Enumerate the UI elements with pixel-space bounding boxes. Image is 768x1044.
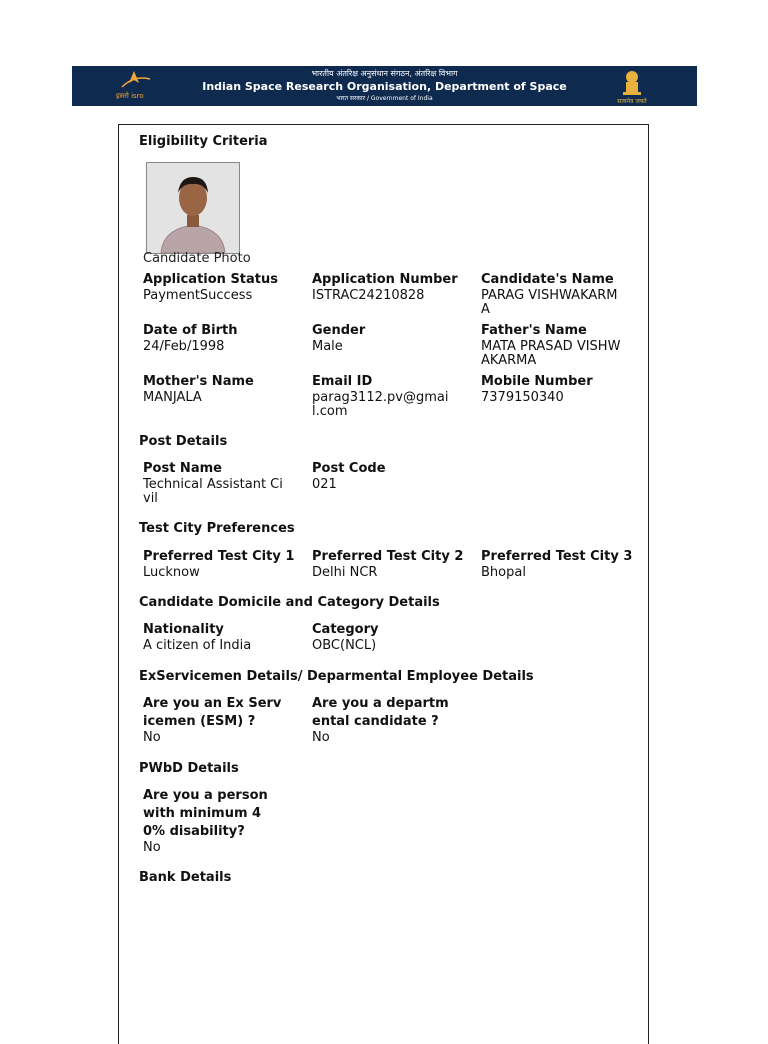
field-departmental-candidate: Are you a departmental candidate ? No [312, 696, 449, 745]
field-email-id: Email ID parag3112.pv@gmail.com [312, 374, 449, 419]
photo-caption: Candidate Photo [143, 251, 251, 266]
section-pwbd: PWbD Details [139, 761, 239, 776]
isro-logo-text: इसरो isro [116, 92, 144, 100]
field-fathers-name: Father's Name MATA PRASAD VISHWAKARMA [481, 323, 621, 368]
header-title: Indian Space Research Organisation, Department of Space [202, 80, 567, 93]
field-pwbd-disability: Are you a person with minimum 40% disability? No [143, 788, 268, 855]
section-exservicemen: ExServicemen Details/ Deparmental Employee Details [139, 669, 534, 684]
header-banner [72, 66, 697, 106]
section-domicile: Candidate Domicile and Category Details [139, 595, 440, 610]
section-post-details: Post Details [139, 434, 228, 449]
field-date-of-birth: Date of Birth 24/Feb/1998 [143, 323, 238, 354]
section-test-city: Test City Preferences [139, 521, 295, 536]
section-bank-details: Bank Details [139, 870, 232, 885]
field-gender: Gender Male [312, 323, 366, 354]
header-hindi-title: भारतीय अंतरिक्ष अनुसंधान संगठन, अंतरिक्ष विभाग [311, 69, 458, 78]
field-preferred-city-2: Preferred Test City 2 Delhi NCR [312, 549, 464, 580]
field-category: Category OBC(NCL) [312, 622, 379, 653]
national-emblem [610, 69, 654, 105]
field-ex-servicemen: Are you an Ex Servicemen (ESM) ? No [143, 696, 282, 745]
emblem-caption: सत्यमेव जयते [617, 98, 647, 105]
candidate-photo [146, 162, 240, 254]
field-candidate-name: Candidate's Name PARAG VISHWAKARMA [481, 272, 618, 317]
application-card [118, 124, 649, 1044]
field-post-name: Post Name Technical Assistant Civil [143, 461, 283, 506]
field-preferred-city-3: Preferred Test City 3 Bhopal [481, 549, 633, 580]
field-application-number: Application Number ISTRAC24210828 [312, 272, 458, 303]
field-mobile-number: Mobile Number 7379150340 [481, 374, 593, 405]
field-preferred-city-1: Preferred Test City 1 Lucknow [143, 549, 295, 580]
field-application-status: Application Status PaymentSuccess [143, 272, 279, 303]
section-eligibility: Eligibility Criteria [139, 134, 268, 149]
field-nationality: Nationality A citizen of India [143, 622, 252, 653]
field-mothers-name: Mother's Name MANJALA [143, 374, 254, 405]
header-subtitle: भारत सरकार / Government of India [336, 95, 433, 102]
field-post-code: Post Code 021 [312, 461, 386, 492]
